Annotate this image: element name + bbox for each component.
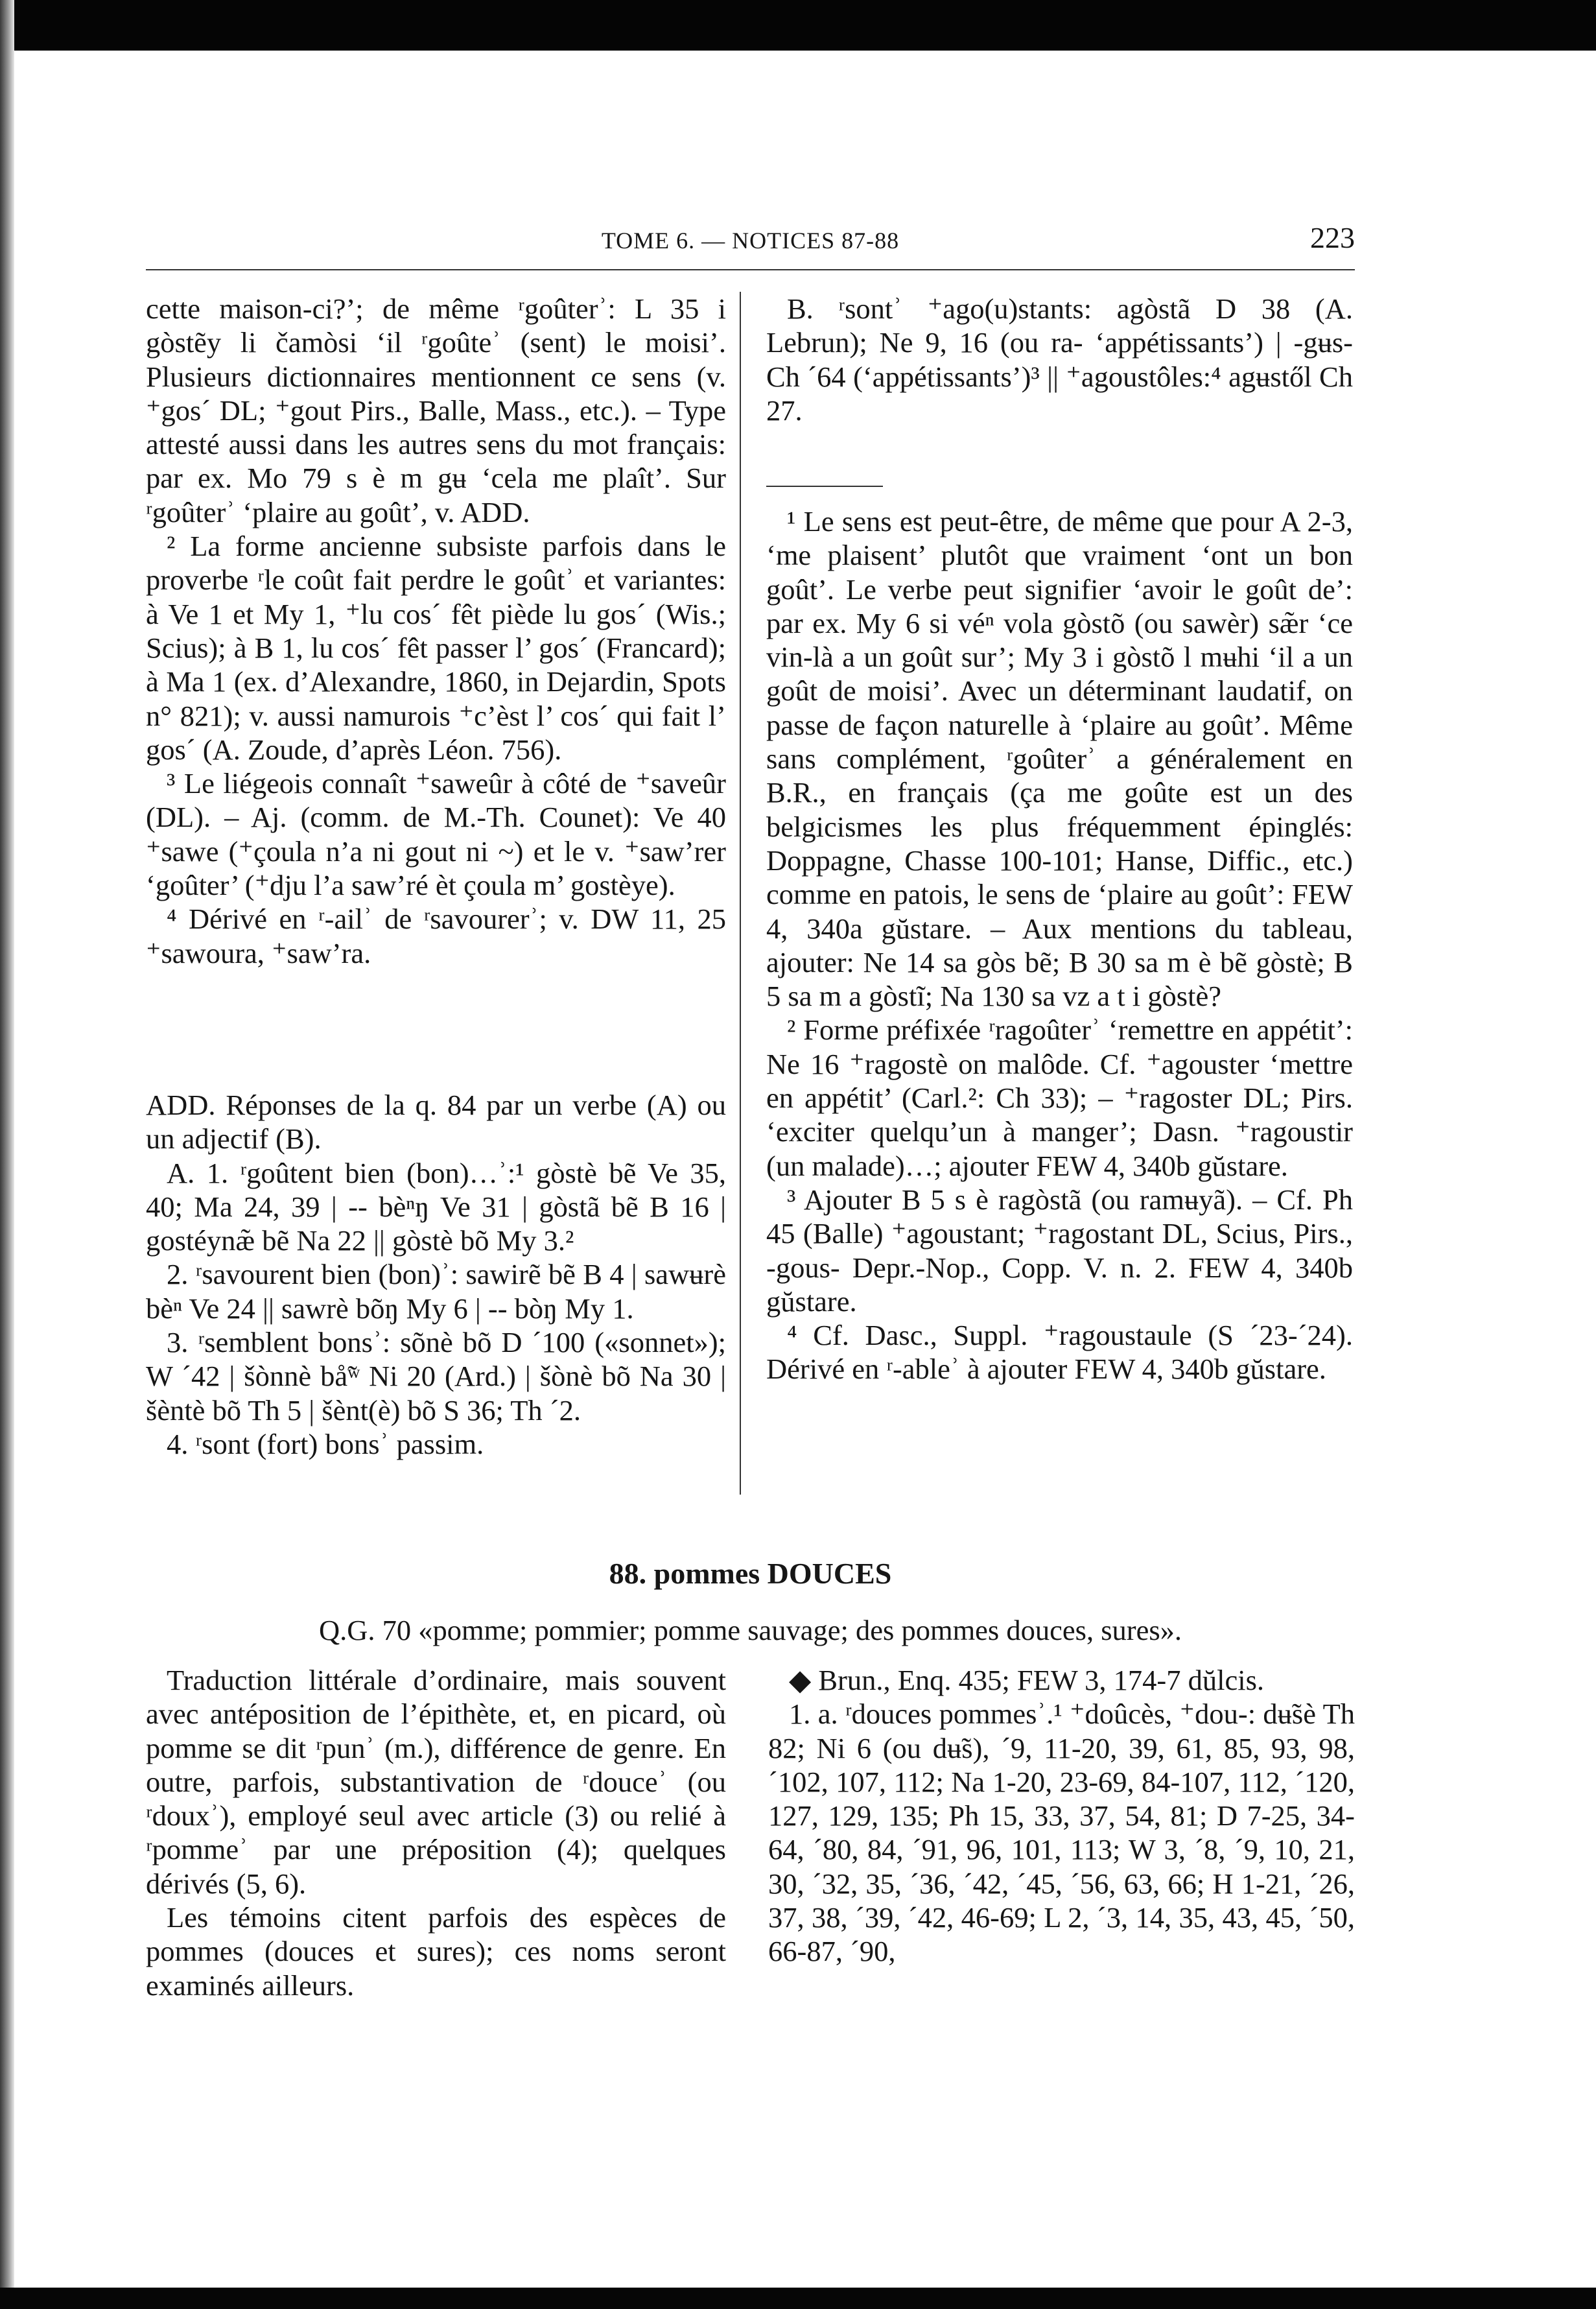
footnote-2: ² La forme ancienne subsiste parfois dans le proverbe ʳle coût fait perdre le goûtʾ et variantes: à Ve 1 et My 1, ⁺lu cos´ fêt piède lu gos´ (Wis.; Scius); à B 1, lu cos´ fêt passer l’ gos´ (Francard); à Ma 1 (ex. d’Alexandre, 1860, in Dejardin, Spots n° 821); v. aussi namurois ⁺c’èst l’ cos´ qui fait l’ gos´ (A. Zoude, d’après Léon. 756). (146, 530, 726, 766)
notice-88-intro (146, 1663, 726, 2002)
footnote-separator (766, 486, 883, 487)
footnote-continuation: cette maison-ci?’; de même ʳgoûterʾ: L 35 i gòstẽy li čamòsi ‘il ʳgoûteʾ (sent) le moisi’. Plusieurs dictionnaires mentionnent ce sens (v. ⁺gos´ DL; ⁺gout Pirs., Balle, Mass., etc.). – Type attesté aussi dans les autres sens du mot français: par ex. Mo 79 s è m gʉ ‘cela me plaît’. Sur ʳgoûterʾ ‘plaire au goût’, v. ADD. (146, 292, 726, 528)
notice-88-entries (768, 1663, 1355, 1969)
running-head: TOME 6. — NOTICES 87-88 (601, 228, 900, 254)
notice-88-question: Q.G. 70 «pomme; pommier; pomme sauvage; des pommes douces, sures». (318, 1614, 1182, 1646)
add-item-a3: 3. ʳsemblent bonsʾ: sõnè bõ D ´100 («sonnet»); W ´42 | šònnè bå̃ʷ Ni 20 (Ard.) | šònè bõ Na 30 | šèntè bõ Th 5 | šènt(è) bõ S 36; Th ´2. (146, 1326, 726, 1427)
notice-88-title: 88. pommes DOUCES (609, 1557, 892, 1590)
add-section (146, 1088, 726, 1461)
add-footnote-3: ³ Ajouter B 5 s è ragòstã (ou ramʉyã). – Cf. Ph 45 (Balle) ⁺agoustant; ⁺ragostant DL, Scius, Pirs., -gous- Depr.-Nop., Copp. V. n. 2. FEW 4, 340b gŭstare. (766, 1183, 1353, 1318)
add-item-a1: A. 1. ʳgoûtent bien (bon)…ʾ:¹ gòstè bẽ Ve 35, 40; Ma 24, 39 | -- bèⁿŋ Ve 31 | gòstã bẽ B 16 | gostéynæ̃ bẽ Na 22 || gòstè bõ My 3.² (146, 1156, 726, 1257)
notice-87-footnotes-left (146, 292, 726, 970)
footnote-4: ⁴ Dérivé en ʳ-ailʾ de ʳsavourerʾ; v. DW 11, 25 ⁺sawoura, ⁺saw’ra. (146, 903, 726, 969)
footnote-3: ³ Le liégeois connaît ⁺saweûr à côté de ⁺saveûr (DL). – Aj. (comm. de M.-Th. Counet): Ve 40 ⁺sawe (⁺çoula n’a ni gout ni ~) et le v. ⁺saw’rer ‘goûter’ (⁺dju l’a saw’ré èt çoula m’ gostèye). (146, 767, 726, 902)
entry-1a: 1. a. ʳdouces pommesʾ.¹ ⁺doûcès, ⁺dou-: dʉ̃sè Th 82; Ni 6 (ou dʉ̃s), ´9, 11-20, 39, 61, 85, 93, 98, ´102, 107, 112; Na 1-20, 23-69, 84-107, 112, ´120, 127, 129, 135; Ph 15, 33, 37, 54, 81; D 7-25, 34-64, ´80, 84, ´91, 96, 101, 113; W 3, ´8, ´9, 10, 21, 30, ´32, 35, ´36, ´42, ´45, ´56, 63, 66; H 1-21, ´26, 37, 38, ´39, ´42, 46-69; L 2, ´3, 14, 35, 43, 45, ´50, 66-87, ´90, (768, 1698, 1355, 1968)
page-number: 223 (1310, 221, 1355, 254)
add-footnotes (766, 504, 1353, 1386)
references: ◆ Brun., Enq. 435; FEW 3, 174-7 dŭlcis. (789, 1664, 1265, 1696)
add-footnote-1: ¹ Le sens est peut-être, de même que pour A 2-3, ‘me plaisent’ plutôt que vraiment ‘ont un bon goût’. Le verbe peut signifier ‘avoir le goût de’: par ex. My 6 si véⁿ vola gòstõ (ou sawèr) sæ̃r ‘ce vin-là a un goût sur’; My 3 i gòstõ l mʉhi ‘il a un goût de moisi’. Avec un déterminant laudatif, on passe de façon naturelle à ‘plaire au goût’. Même sans complément, ʳgoûterʾ a généralement en B.R., en français (ça me goûte est un des belgicismes les plus fréquemment épinglés: Doppagne, Chasse 100-101; Hanse, Diffic., etc.) comme en patois, le sens de ‘plaire au goût’: FEW 4, 340a gŭstare. – Aux mentions du tableau, ajouter: Ne 14 sa gòs bẽ; B 30 sa m è bẽ gòstè; B 5 sa m a gòstĩ; Na 130 sa vz a t i gòstè? (766, 505, 1353, 1013)
intro-paragraph-2: Les témoins citent parfois des espèces de pommes (douces et sures); ces noms seront examinés ailleurs. (146, 1901, 726, 2002)
add-b-text: B. ʳsontʾ ⁺ago(u)stants: agòstã D 38 (A. Lebrun); Ne 9, 16 (ou ra- ‘appétissants’) | -gʉs- Ch ´64 (‘appétissants’)³ || ⁺agoustôles:⁴ agʉstől Ch 27. (766, 292, 1353, 427)
add-item-b (766, 292, 1353, 427)
add-footnote-4: ⁴ Cf. Dasc., Suppl. ⁺ragoustaule (S ´23-´24). Dérivé en ʳ-ableʾ à ajouter FEW 4, 340b gŭstare. (766, 1319, 1353, 1386)
add-item-a4: 4. ʳsont (fort) bonsʾ passim. (167, 1427, 484, 1460)
add-footnote-2: ² Forme préfixée ʳragoûterʾ ‘remettre en appétit’: Ne 16 ⁺ragostè on malôde. Cf. ⁺agouster ‘mettre en appétit’ (Carl.²: Ch 33); – ⁺ragoster DL; Pirs. ‘exciter quelqu’un à manger’; Dasn. ⁺ragoustir (un malade)…; ajouter FEW 4, 340b gŭstare. (766, 1013, 1353, 1182)
column-divider (740, 292, 741, 1495)
intro-paragraph-1: Traduction littérale d’ordinaire, mais souvent avec antéposition de l’épithète, et, en picard, où pomme se dit ʳpunʾ (m.), différence de genre. En outre, parfois, substantivation de ʳdouceʾ (ou ʳdouxʾ), employé seul avec article (3) ou relié à ʳpommeʾ par une préposition (4); quelques dérivés (5, 6). (146, 1664, 726, 1900)
add-intro: ADD. Réponses de la q. 84 par un verbe (A) ou un adjectif (B). (146, 1089, 726, 1155)
page-header (146, 217, 1355, 270)
add-item-a2: 2. ʳsavourent bien (bon)ʾ: sawirẽ bẽ B 4 | sawʉrè bèⁿ Ve 24 || sawrè bõŋ My 6 | -- bòŋ My 1. (146, 1258, 726, 1325)
